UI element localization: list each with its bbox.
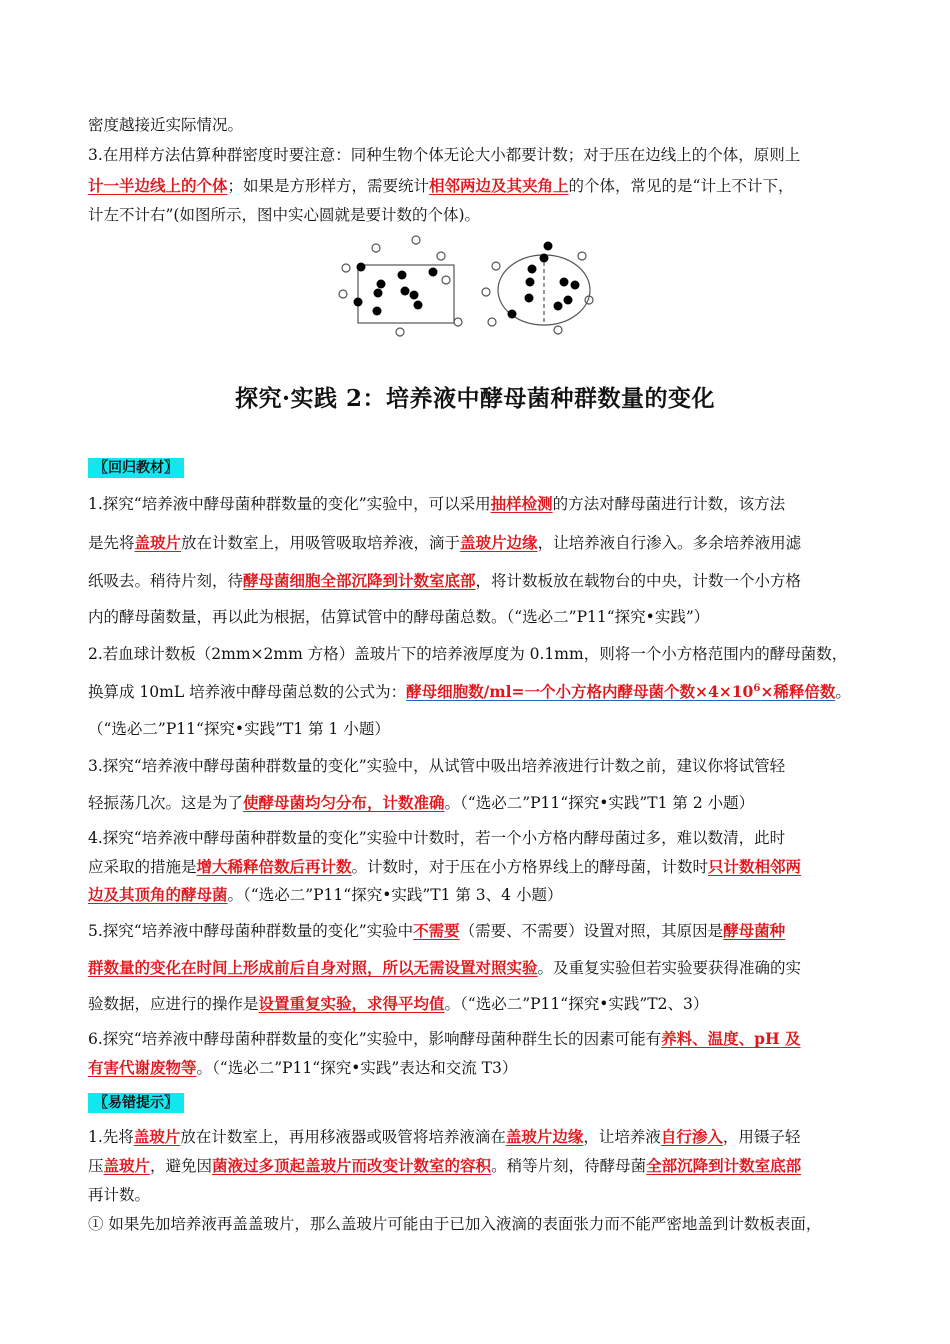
e1-line-1: 1.先将盖玻片放在计数室上，再用移液器或吸管将培养液滴在盖玻片边缘，让培养液自行渗入，用镊子轻 (88, 1127, 801, 1146)
highlight: 盖玻片 (103, 1156, 151, 1175)
e1-line-4: ① 如果先加培养液再盖盖玻片，那么盖玻片可能由于已加入液滴的表面张力而不能严密地盖到计数板表面， (88, 1215, 822, 1233)
p4-line-3: 边及其顶角的酵母菌。（“选必二”P11“探究•实践”T1 第 3、4 小题） (88, 885, 563, 904)
highlight: 使酵母菌均匀分布，计数准确 (243, 793, 445, 812)
tag-back-to-textbook: 〖回归教材〗 (88, 458, 184, 478)
quadrat-counting-figure (336, 232, 616, 342)
p5-line-2: 群数量的变化在时间上形成前后自身对照，所以无需设置对照实验。及重复实验但若实验要获得准确的实 (88, 958, 802, 977)
intro-line-4: 计左不计右”(如图所示，图中实心圆就是要计数的个体)。 (88, 206, 481, 224)
highlight: 不需要 (413, 921, 460, 940)
p4-line-1: 4.探究“培养液中酵母菌种群数量的变化”实验中计数时，若一个小方格内酵母菌过多，难以数清，此时 (88, 829, 786, 847)
highlight: 自行渗入 (660, 1127, 723, 1146)
highlight: 盖玻片 (134, 533, 182, 552)
p1-line-4: 内的酵母菌数量，再以此为根据，估算试管中的酵母菌总数。（“选必二”P11“探究•实践”） (88, 608, 710, 626)
highlight: 计一半边线上的个体 (88, 176, 228, 195)
highlight: 相邻两边及其夹角上 (429, 176, 569, 195)
highlight: 酵母菌种 (723, 921, 786, 940)
intro-line-2: 3.在用样方法估算种群密度时要注意：同种生物个体无论大小都要计数；对于压在边线上的个体，原则上 (88, 146, 801, 164)
p1-line-1: 1.探究“培养液中酵母菌种群数量的变化”实验中，可以采用抽样检测的方法对酵母菌进行计数，该方法 (88, 494, 786, 513)
highlight: 抽样检测 (490, 494, 553, 513)
highlight: 群数量的变化在时间上形成前后自身对照，所以无需设置对照实验 (88, 958, 538, 977)
highlight: 盖玻片 (133, 1127, 181, 1146)
p2-line-3: （“选必二”P11“探究•实践”T1 第 1 小题） (88, 720, 390, 738)
intro-line-3: 计一半边线上的个体；如果是方形样方，需要统计相邻两边及其夹角上的个体，常见的是“计上不计下， (88, 176, 794, 195)
e1-line-2: 压盖玻片，避免因菌液过多顶起盖玻片而改变计数室的容积。稍等片刻，待酵母菌全部沉降到计数室底部 (88, 1156, 802, 1175)
highlight: 增大稀释倍数后再计数 (196, 857, 352, 876)
p6-line-1: 6.探究“培养液中酵母菌种群数量的变化”实验中，影响酵母菌种群生长的因素可能有养料、温度、pH 及 (88, 1029, 801, 1048)
p3-line-1: 3.探究“培养液中酵母菌种群数量的变化”实验中，从试管中吸出培养液进行计数之前，建议你将试管轻 (88, 757, 786, 775)
p1-line-2: 是先将盖玻片放在计数室上，用吸管吸取培养液，滴于盖玻片边缘，让培养液自行渗入。多余培养液用滤 (88, 533, 802, 552)
intro-line-1: 密度越接近实际情况。 (88, 116, 244, 134)
p3-line-2: 轻振荡几次。这是为了使酵母菌均匀分布，计数准确。（“选必二”P11“探究•实践”T1 第 2 小题） (88, 793, 755, 812)
tag-common-mistakes: 〖易错提示〗 (88, 1093, 184, 1113)
highlight: 菌液过多顶起盖玻片而改变计数室的容积 (212, 1156, 492, 1175)
p5-line-1: 5.探究“培养液中酵母菌种群数量的变化”实验中不需要（需要、不需要）设置对照，其原因是酵母菌种 (88, 921, 786, 940)
p6-line-2: 有害代谢废物等。（“选必二”P11“探究•实践”表达和交流 T3） (88, 1058, 518, 1077)
highlight: 盖玻片边缘 (460, 533, 538, 552)
p5-line-3: 验数据，应进行的操作是设置重复实验，求得平均值。（“选必二”P11“探究•实践”T2、3） (88, 994, 709, 1013)
highlight: 只计数相邻两 (708, 857, 802, 876)
highlight: 酵母细胞数/ml=一个小方格内酵母菌个数$\times 4\times 10^6\times$稀释倍数 (406, 682, 836, 701)
highlight: 酵母菌细胞全部沉降到计数室底部 (243, 571, 476, 590)
p2-line-1: 2.若血球计数板（2mm×2mm 方格）盖玻片下的培养液厚度为 0.1mm，则将一个小方格范围内的酵母菌数， (88, 645, 848, 663)
highlight: 全部沉降到计数室底部 (646, 1156, 802, 1175)
highlight: 有害代谢废物等 (88, 1058, 197, 1077)
p1-line-3: 纸吸去。稍待片刻，待酵母菌细胞全部沉降到计数室底部，将计数板放在载物台的中央，计数一个小方格 (88, 571, 802, 590)
highlight: 设置重复实验，求得平均值 (258, 994, 445, 1013)
highlight: 盖玻片边缘 (505, 1127, 584, 1146)
p2-line-2: 换算成 10mL 培养液中酵母菌总数的公式为：酵母细胞数/ml=一个小方格内酵母菌个数$\times 4\times 10^6\times$稀释倍数。 (88, 682, 851, 701)
highlight: 养料、温度、pH 及 (661, 1029, 801, 1048)
highlight: 边及其顶角的酵母菌 (88, 885, 228, 904)
section-title: 探究·实践 2：培养液中酵母菌种群数量的变化 (234, 385, 716, 412)
p4-line-2: 应采取的措施是增大稀释倍数后再计数。计数时，对于压在小方格界线上的酵母菌，计数时只计数相邻两 (88, 857, 802, 876)
e1-line-3: 再计数。 (88, 1186, 151, 1204)
